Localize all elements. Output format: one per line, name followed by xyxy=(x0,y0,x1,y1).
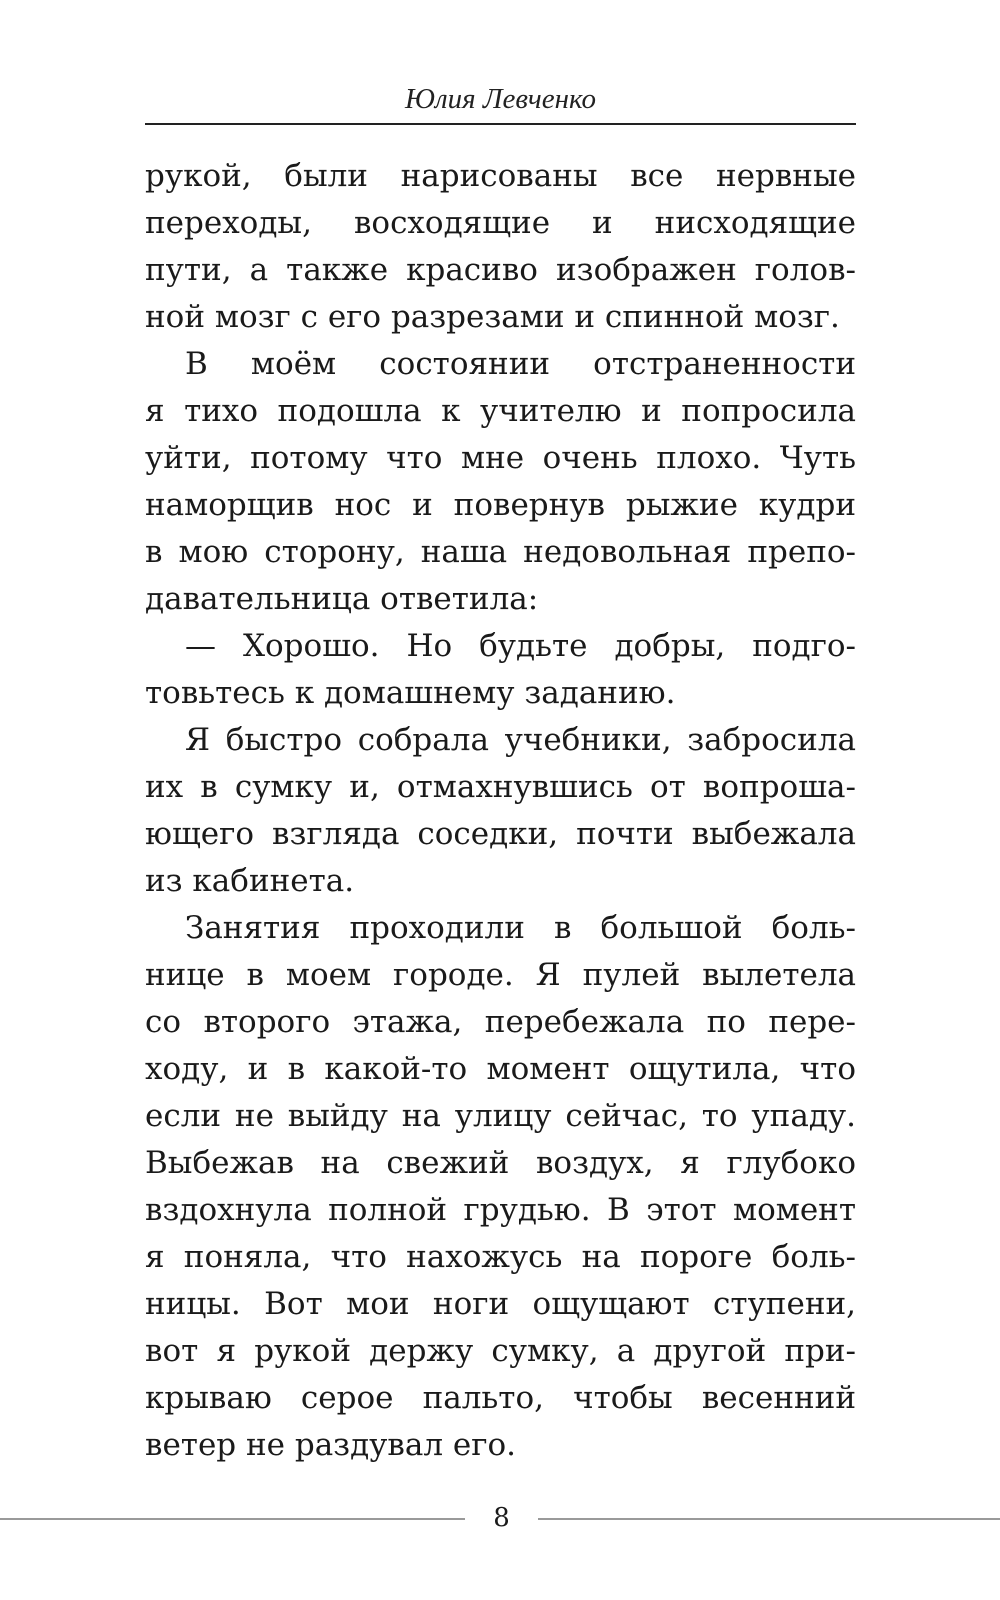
text-line: их в сумку и, отмахнувшись от вопроша- xyxy=(145,769,856,805)
text-line: пути, а также красиво изображен голов- xyxy=(145,252,856,288)
text-line: ной мозг с его разрезами и спинной мозг. xyxy=(145,299,840,335)
text-line: из кабинета. xyxy=(145,863,355,899)
text-line: вздохнула полной грудью. В этот момент xyxy=(145,1192,856,1228)
text-line: ющего взгляда соседки, почти выбежала xyxy=(145,816,856,852)
text-line: — Хорошо. Но будьте добры, подго- xyxy=(185,628,856,664)
text-line: ходу, и в какой-то момент ощутила, что xyxy=(145,1051,856,1087)
footer-rule-left xyxy=(0,1518,465,1520)
text-line: в мою сторону, наша недовольная препо- xyxy=(145,534,856,570)
text-line: нице в моем городе. Я пулей вылетела xyxy=(145,957,856,993)
text-line: ницы. Вот мои ноги ощущают ступени, xyxy=(145,1286,856,1322)
text-line: В моём состоянии отстраненности xyxy=(185,346,856,382)
body-text xyxy=(145,153,856,1469)
text-line: крываю серое пальто, чтобы весенний xyxy=(145,1380,856,1416)
text-line: я тихо подошла к учителю и попросила xyxy=(145,393,856,429)
text-line: Занятия проходили в большой боль- xyxy=(185,910,856,946)
text-line: наморщив нос и повернув рыжие кудри xyxy=(145,487,856,523)
text-line: Выбежав на свежий воздух, я глубоко xyxy=(145,1145,856,1181)
text-line: уйти, потому что мне очень плохо. Чуть xyxy=(145,440,856,476)
text-line: со второго этажа, перебежала по пере- xyxy=(145,1004,856,1040)
text-line: Я быстро собрала учебники, забросила xyxy=(185,722,856,758)
page-number: 8 xyxy=(493,1503,510,1533)
text-line: рукой, были нарисованы все нервные xyxy=(145,158,856,194)
text-line: я поняла, что нахожусь на пороге боль- xyxy=(145,1239,856,1275)
text-line: переходы, восходящие и нисходящие xyxy=(145,205,856,241)
header-rule xyxy=(145,123,856,125)
text-line: давательница ответила: xyxy=(145,581,539,617)
text-line: если не выйду на улицу сейчас, то упаду. xyxy=(145,1098,856,1134)
footer-rule-right xyxy=(538,1518,1000,1520)
running-head-author: Юлия Левченко xyxy=(405,83,596,115)
text-line: вот я рукой держу сумку, а другой при- xyxy=(145,1333,856,1369)
text-line: товьтесь к домашнему заданию. xyxy=(145,675,676,711)
text-line: ветер не раздувал его. xyxy=(145,1427,517,1463)
